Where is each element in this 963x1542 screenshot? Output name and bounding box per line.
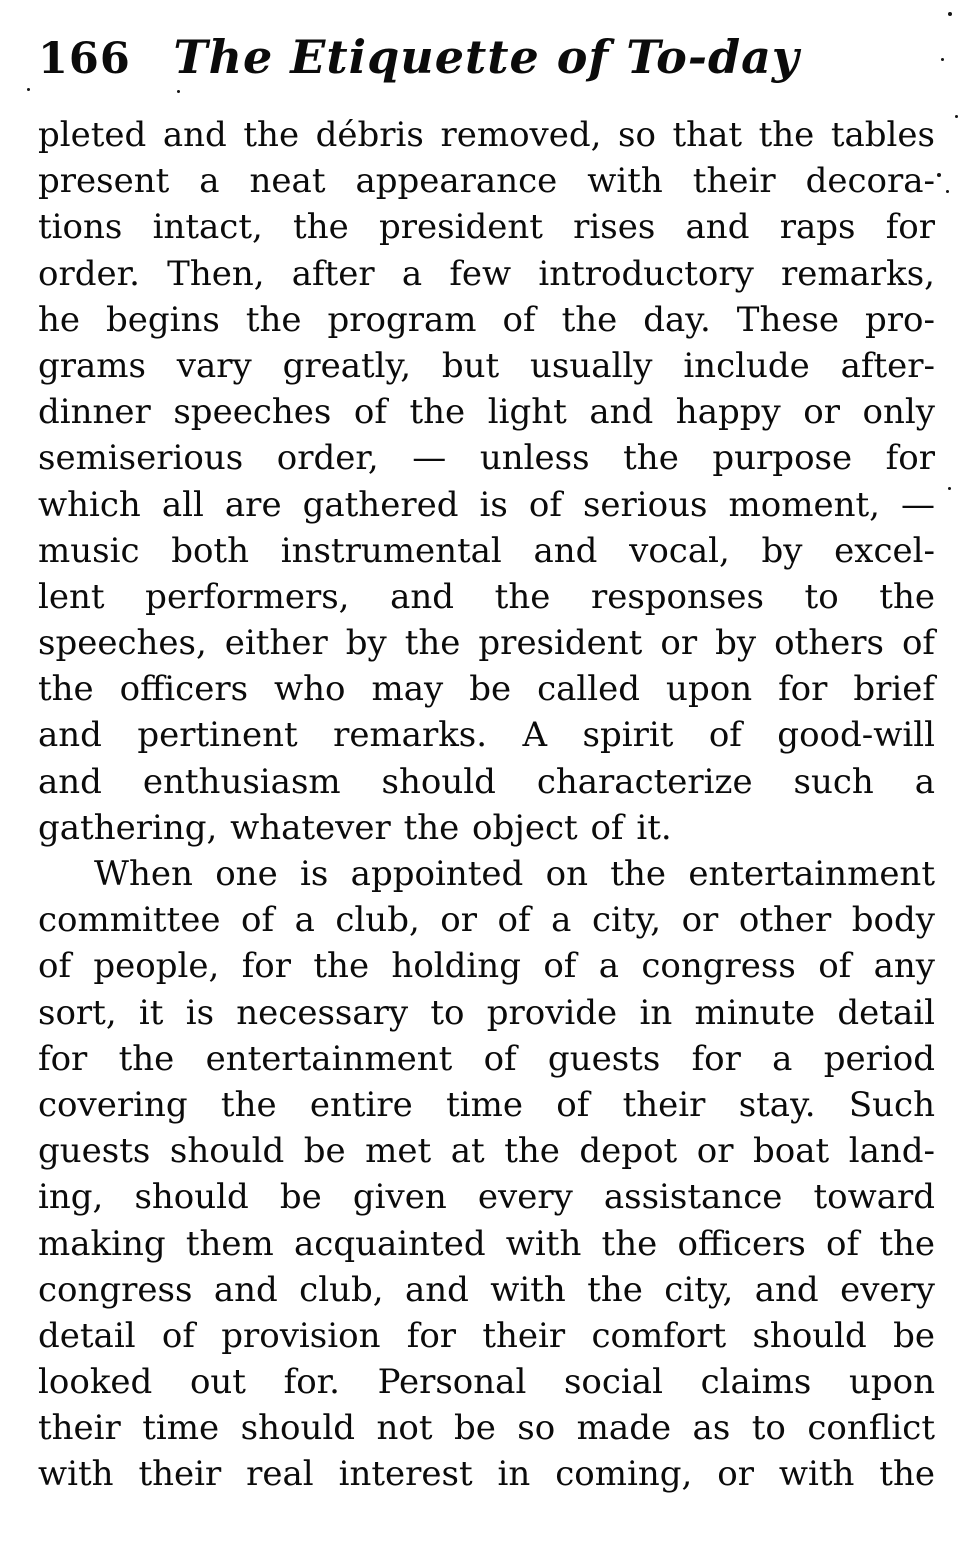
text-line: guests should be met at the depot or boat land-	[38, 1131, 935, 1172]
text-line: music both instrumental and vocal, by excel-	[38, 530, 935, 571]
scan-speck	[177, 90, 180, 93]
scan-speck	[946, 190, 949, 193]
text-line: speeches, either by the president or by others of	[38, 623, 935, 664]
page-body	[38, 112, 935, 1498]
text-line: congress and club, and with the city, and every	[38, 1269, 935, 1310]
text-line: which all are gathered is of serious moment, —	[38, 484, 935, 525]
text-line: order. Then, after a few introductory remarks,	[38, 253, 935, 294]
text-line: and enthusiasm should characterize such a	[38, 761, 935, 802]
text-line: detail of provision for their comfort should be	[38, 1315, 935, 1356]
scan-speck	[948, 487, 951, 490]
page-number: 166	[38, 34, 131, 84]
text-line: gathering, whatever the object of it.	[38, 807, 672, 848]
text-line: their time should not be so made as to conflict	[38, 1408, 935, 1449]
text-line: of people, for the holding of a congress of any	[38, 946, 935, 987]
scan-speck	[948, 12, 952, 16]
page-header	[38, 30, 935, 94]
text-line: looked out for. Personal social claims upon	[38, 1362, 935, 1403]
text-line: dinner speeches of the light and happy or only	[38, 392, 935, 433]
text-line: ing, should be given every assistance toward	[38, 1177, 935, 1218]
text-line: he begins the program of the day. These pro-	[38, 299, 935, 340]
text-line: When one is appointed on the entertainment	[94, 854, 935, 894]
text-line: for the entertainment of guests for a period	[38, 1038, 935, 1079]
scan-speck	[941, 58, 944, 61]
text-line: and pertinent remarks. A spirit of good-will	[38, 715, 935, 756]
scan-speck	[937, 173, 941, 177]
scan-speck	[955, 115, 958, 118]
text-line: semiserious order, — unless the purpose for	[38, 438, 935, 479]
text-line: with their real interest in coming, or with the	[38, 1454, 935, 1495]
text-line: the officers who may be called upon for brief	[38, 669, 935, 710]
text-line: making them acquainted with the officers of the	[38, 1223, 935, 1264]
paragraph	[38, 851, 935, 1498]
paragraph	[38, 112, 935, 851]
text-line: committee of a club, or of a city, or other body	[38, 900, 935, 941]
scan-speck	[27, 88, 30, 91]
text-line: present a neat appearance with their decora-	[38, 161, 935, 202]
text-line: pleted and the débris removed, so that the tables	[38, 115, 935, 155]
text-line: tions intact, the president rises and raps for	[38, 207, 935, 248]
text-line: grams vary greatly, but usually include after-	[38, 345, 935, 386]
running-title: The Etiquette of To-day	[173, 30, 800, 84]
text-line: covering the entire time of their stay. Such	[38, 1084, 935, 1125]
text-line: sort, it is necessary to provide in minute detail	[38, 992, 935, 1033]
text-line: lent performers, and the responses to the	[38, 576, 935, 617]
